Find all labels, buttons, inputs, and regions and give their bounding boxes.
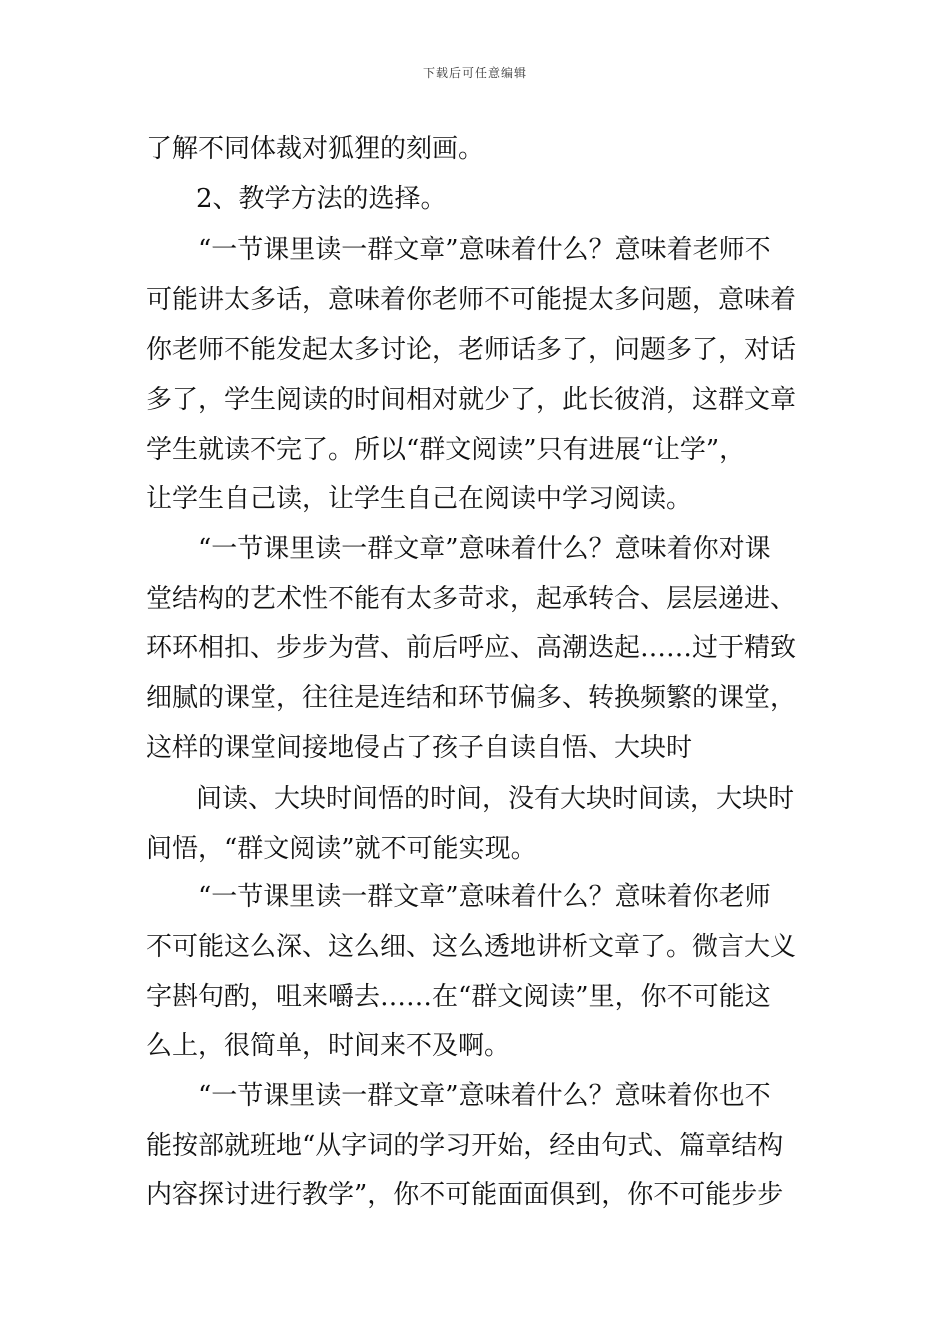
text-line: 内容探讨进行教学”，你不可能面面俱到，你不可能步步 [146, 1180, 784, 1210]
text-line: 间读、大块时间悟的时间，没有大块时间读，大块时 [196, 784, 795, 814]
text-line: 这样的课堂间接地侵占了孩子自读自悟、大块时 [146, 733, 693, 763]
text-line: 让学生自己读，让学生自己在阅读中学习阅读。 [146, 484, 693, 514]
text-line: 环环相扣、步步为营、前后呼应、高潮迭起……过于精致 [146, 633, 797, 663]
text-line: “一节课里读一群文章”意味着什么？意味着老师不 [198, 235, 771, 265]
text-line: 你老师不能发起太多讨论，老师话多了，问题多了，对话 [146, 335, 797, 365]
section-heading: 2、教学方法的选择。 [196, 184, 447, 214]
text-line: 不可能这么深、这么细、这么透地讲析文章了。微言大义 [146, 932, 797, 962]
text-line: 多了，学生阅读的时间相对就少了，此长彼消，这群文章 [146, 385, 797, 415]
text-line: 学生就读不完了。所以“群文阅读”只有进展“让学”， [146, 435, 746, 465]
page-header: 下载后可任意编辑 [422, 66, 527, 80]
text-line: “一节课里读一群文章”意味着什么？意味着你老师 [198, 882, 771, 912]
text-line: 间悟，“群文阅读”就不可能实现。 [146, 834, 537, 864]
text-line: “一节课里读一群文章”意味着什么？意味着你对课 [198, 534, 771, 564]
text-line: 可能讲太多话，意味着你老师不可能提太多问题，意味着 [146, 285, 797, 315]
text-line: 细腻的课堂，往往是连结和环节偏多、转换频繁的课堂， [146, 683, 797, 713]
text-line: 能按部就班地“从字词的学习开始，经由句式、篇章结构 [146, 1131, 784, 1161]
text-line: 了解不同体裁对狐狸的刻画。 [146, 134, 485, 164]
text-line: 堂结构的艺术性不能有太多苛求，起承转合、层层递进、 [146, 584, 797, 614]
text-line: 字斟句酌，咀来嚼去……在“群文阅读”里，你不可能这 [146, 982, 771, 1012]
text-line: “一节课里读一群文章”意味着什么？意味着你也不 [198, 1081, 771, 1111]
text-line: 么上，很简单，时间来不及啊。 [146, 1031, 511, 1061]
